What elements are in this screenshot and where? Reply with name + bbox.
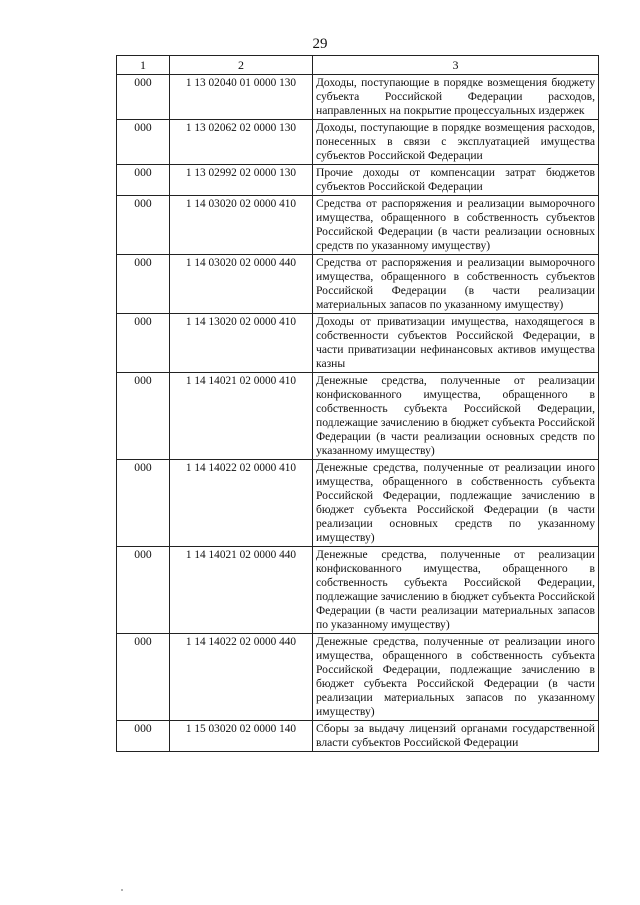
description-cell: Сборы за выдачу лицензий органами государственной власти субъектов Российской Федерации [313, 721, 599, 752]
description-cell: Денежные средства, полученные от реализации иного имущества, обращенного в собственность субъекта Российской Федерации, подлежащие зачислению в бюджет субъекта Российской Федерации (в части реализации основных средств по указанному имуществу) [313, 460, 599, 547]
budget-code-cell: 1 13 02040 01 0000 130 [170, 75, 313, 120]
table-row [117, 255, 599, 314]
admin-code-cell: 000 [117, 255, 170, 314]
budget-code-cell: 1 14 13020 02 0000 410 [170, 314, 313, 373]
budget-code-cell: 1 14 14021 02 0000 440 [170, 547, 313, 634]
description-cell: Доходы от приватизации имущества, находящегося в собственности субъектов Российской Федерации, в части приватизации нефинансовых активов имущества казны [313, 314, 599, 373]
admin-code-cell: 000 [117, 721, 170, 752]
table-row [117, 547, 599, 634]
admin-code-cell: 000 [117, 634, 170, 721]
description-cell: Доходы, поступающие в порядке возмещения расходов, понесенных в связи с эксплуатацией имущества субъектов Российской Федерации [313, 120, 599, 165]
table-row [117, 75, 599, 120]
admin-code-cell: 000 [117, 373, 170, 460]
admin-code-cell: 000 [117, 547, 170, 634]
table-row [117, 120, 599, 165]
column-header-3: 3 [313, 56, 599, 75]
budget-code-cell: 1 14 03020 02 0000 440 [170, 255, 313, 314]
description-cell: Денежные средства, полученные от реализации иного имущества, обращенного в собственность субъекта Российской Федерации, подлежащие зачислению в бюджет субъекта Российской Федерации (в части реализации материальных запасов по указанному имуществу) [313, 634, 599, 721]
admin-code-cell: 000 [117, 75, 170, 120]
budget-code-cell: 1 13 02062 02 0000 130 [170, 120, 313, 165]
table-row [117, 196, 599, 255]
table-row [117, 634, 599, 721]
admin-code-cell: 000 [117, 120, 170, 165]
revenue-codes-table [116, 55, 599, 752]
page-number: 29 [312, 36, 328, 52]
budget-code-cell: 1 14 14021 02 0000 410 [170, 373, 313, 460]
description-cell: Денежные средства, полученные от реализации конфискованного имущества, обращенного в собственность субъекта Российской Федерации, подлежащие зачислению в бюджет субъекта Российской Федерации (в части реализации основных средств по указанному имуществу) [313, 373, 599, 460]
description-cell: Доходы, поступающие в порядке возмещения бюджету субъекта Российской Федерации расходов, направленных на покрытие процессуальных издержек [313, 75, 599, 120]
column-header-2: 2 [170, 56, 313, 75]
scan-speck [121, 889, 123, 891]
table-header-row [117, 56, 599, 75]
table-row [117, 460, 599, 547]
description-cell: Прочие доходы от компенсации затрат бюджетов субъектов Российской Федерации [313, 165, 599, 196]
table-row [117, 721, 599, 752]
budget-code-cell: 1 14 03020 02 0000 410 [170, 196, 313, 255]
admin-code-cell: 000 [117, 165, 170, 196]
budget-code-cell: 1 14 14022 02 0000 440 [170, 634, 313, 721]
budget-code-cell: 1 13 02992 02 0000 130 [170, 165, 313, 196]
table-row [117, 314, 599, 373]
description-cell: Средства от распоряжения и реализации выморочного имущества, обращенного в собственность субъектов Российской Федерации (в части реализации основных средств по указанному имуществу) [313, 196, 599, 255]
description-cell: Денежные средства, полученные от реализации конфискованного имущества, обращенного в собственность субъекта Российской Федерации, подлежащие зачислению в бюджет субъекта Российской Федерации (в части реализации материальных запасов по указанному имуществу) [313, 547, 599, 634]
admin-code-cell: 000 [117, 196, 170, 255]
description-cell: Средства от распоряжения и реализации выморочного имущества, обращенного в собственность субъектов Российской Федерации (в части реализации материальных запасов по указанному имуществу) [313, 255, 599, 314]
budget-code-cell: 1 14 14022 02 0000 410 [170, 460, 313, 547]
admin-code-cell: 000 [117, 460, 170, 547]
admin-code-cell: 000 [117, 314, 170, 373]
table-row [117, 165, 599, 196]
table-row [117, 373, 599, 460]
column-header-1: 1 [117, 56, 170, 75]
budget-code-cell: 1 15 03020 02 0000 140 [170, 721, 313, 752]
